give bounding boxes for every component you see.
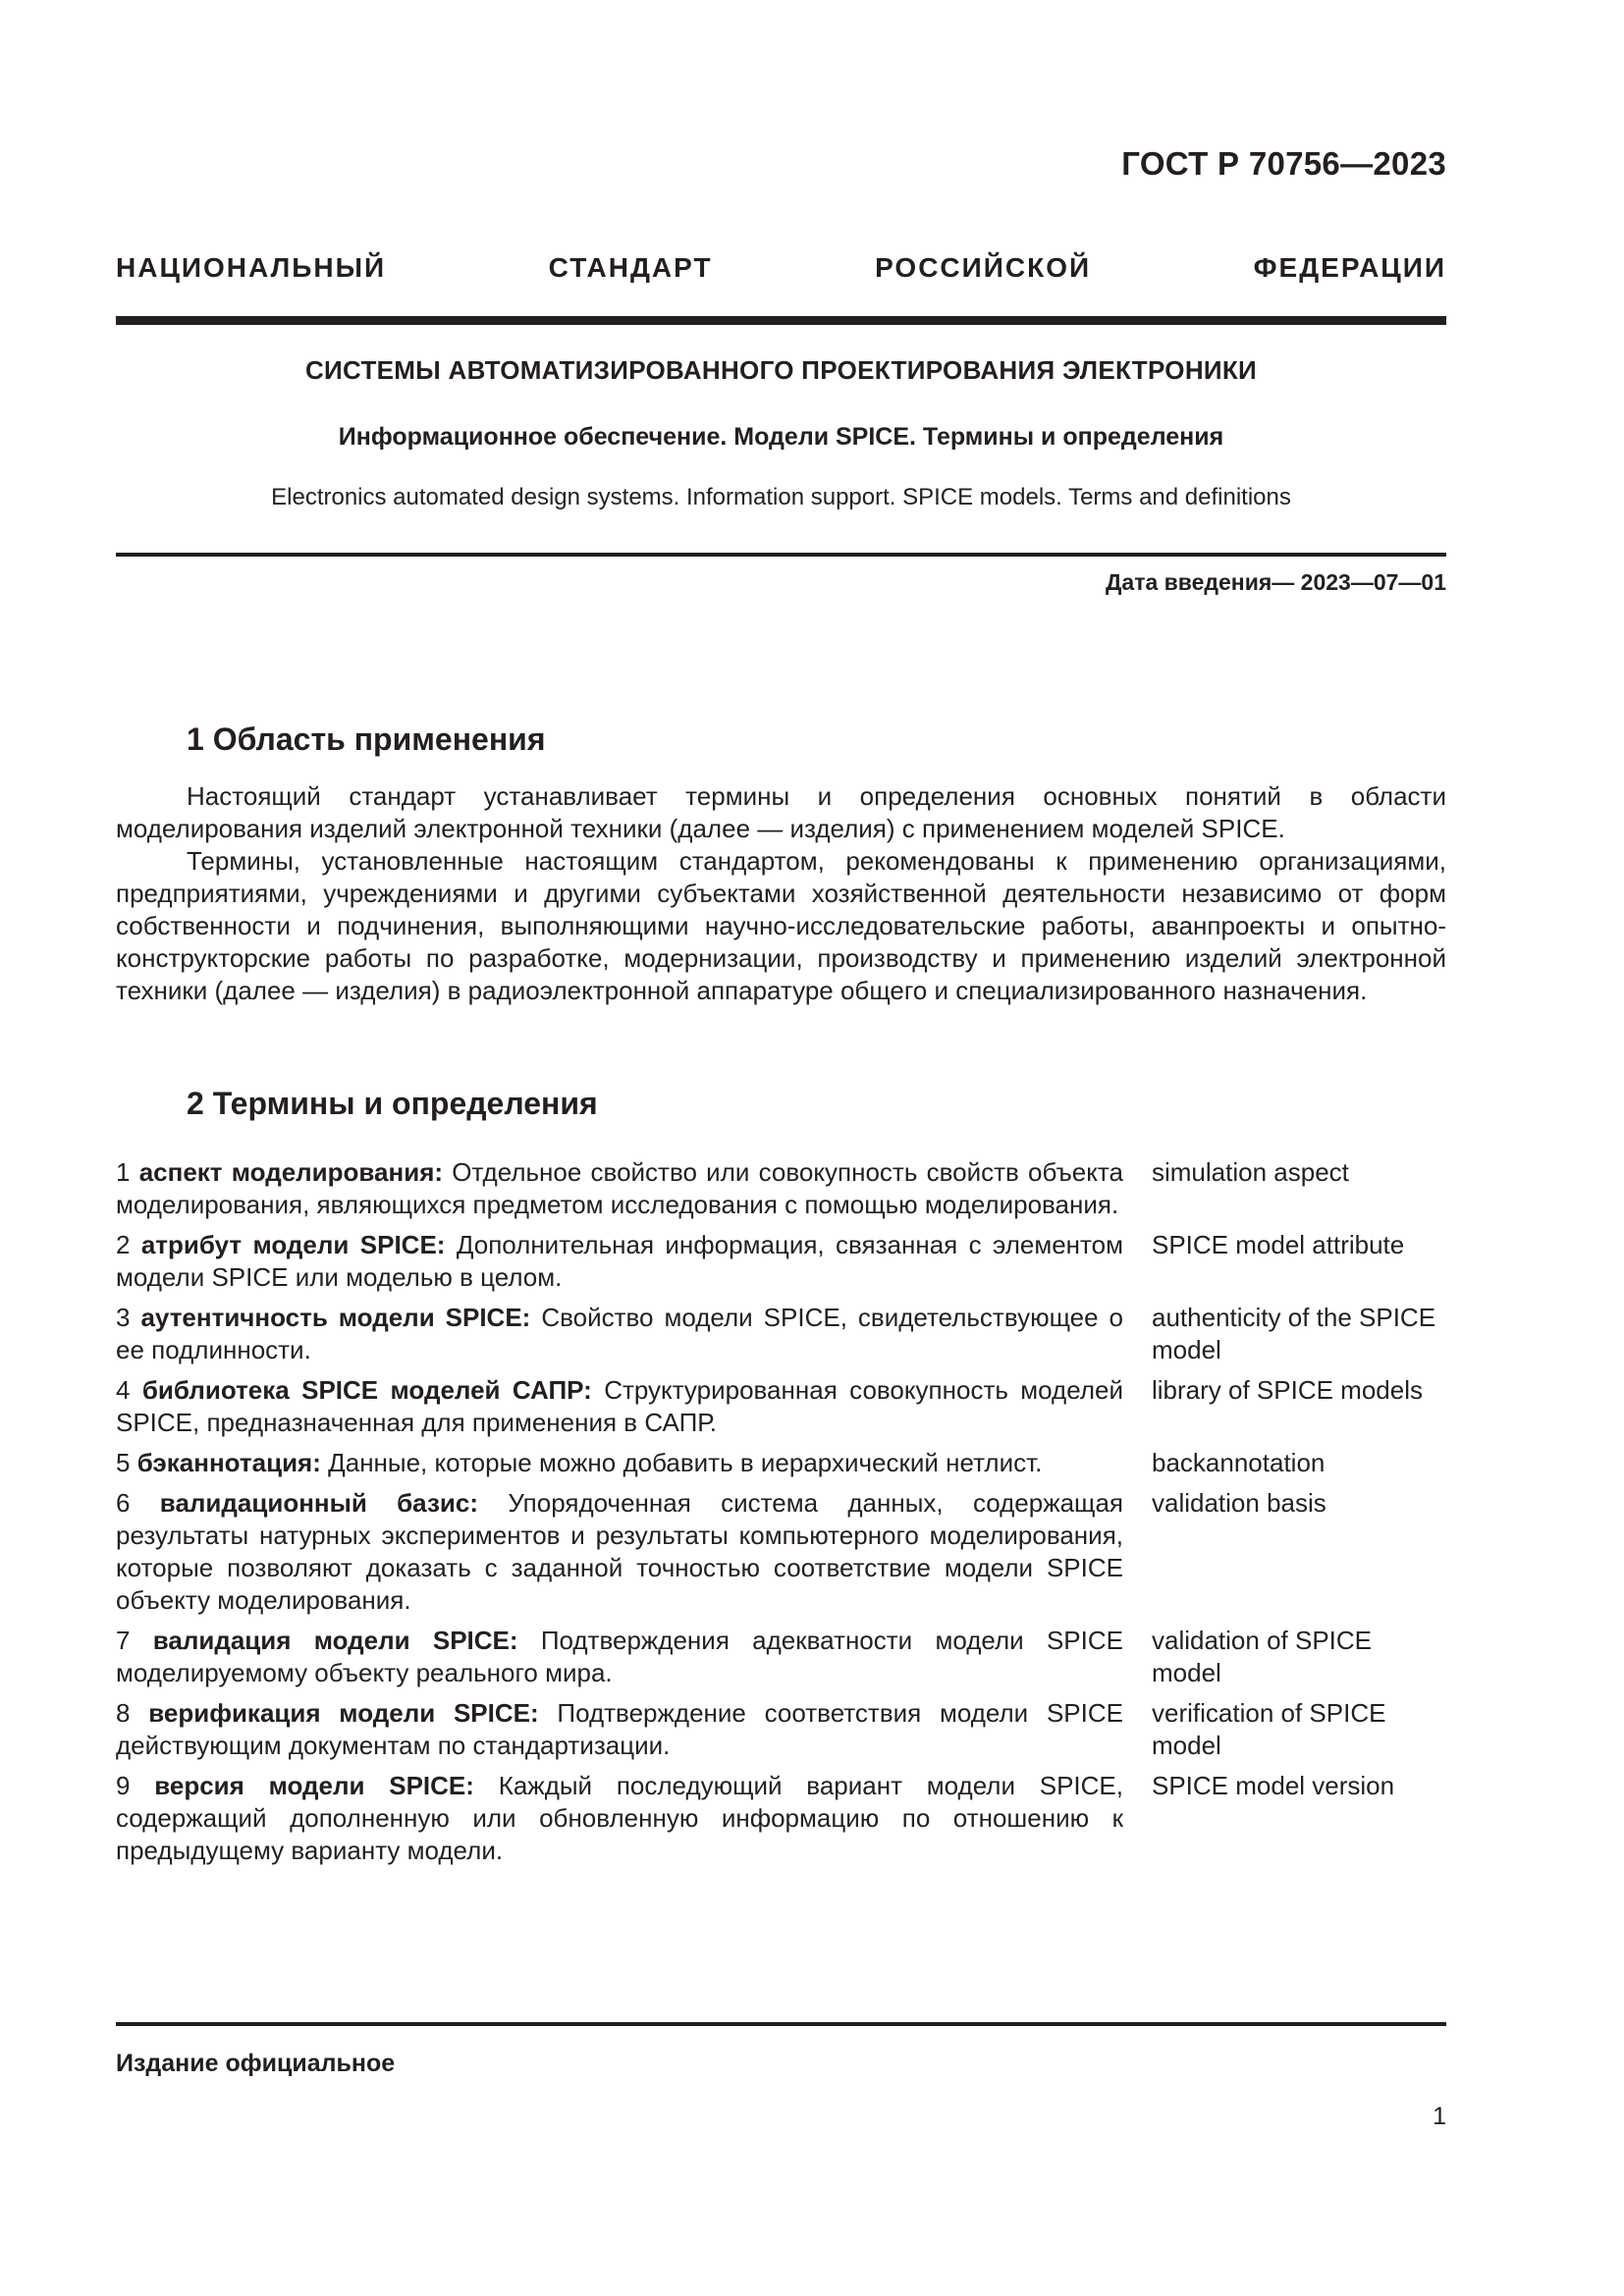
term-definition	[116, 1625, 1123, 1689]
term-definition	[116, 1487, 1123, 1617]
term-entry	[116, 1625, 1446, 1689]
term-name: валидация модели SPICE:	[152, 1626, 518, 1655]
document-number: ГОСТ Р 70756—2023	[1121, 145, 1446, 182]
footer-divider	[116, 2022, 1446, 2026]
term-text: Структурированная совокупность моделей SPICE, предназначенная для применения в САПР.	[116, 1375, 1123, 1437]
page-number: 1	[1433, 2103, 1446, 2130]
title-divider	[116, 553, 1446, 557]
term-english: authenticity of the SPICE model	[1152, 1303, 1436, 1364]
document-subtitle: Информационное обеспечение. Модели SPICE. Термины и определения	[338, 423, 1224, 451]
term-entry	[116, 1302, 1446, 1366]
term-name: верификация модели SPICE:	[148, 1698, 539, 1728]
header-divider	[116, 316, 1446, 325]
national-standard-label: НАЦИОНАЛЬНЫЙ СТАНДАРТ РОССИЙСКОЙ ФЕДЕРАЦИИ	[116, 252, 1446, 283]
term-number: 7	[116, 1626, 131, 1655]
term-number: 5	[116, 1448, 131, 1477]
term-definition	[116, 1770, 1123, 1867]
terms-list	[116, 1156, 1446, 1875]
term-number: 4	[116, 1375, 131, 1405]
term-definition	[116, 1447, 1123, 1479]
term-number: 9	[116, 1771, 131, 1800]
term-english: SPICE model version	[1152, 1771, 1395, 1800]
term-english: library of SPICE models	[1152, 1375, 1423, 1405]
official-edition-label: Издание официальное	[116, 2050, 396, 2077]
scope-body	[116, 780, 1446, 1007]
term-name: атрибут модели SPICE:	[140, 1230, 446, 1259]
term-definition	[116, 1156, 1123, 1221]
term-name: аспект моделирования:	[138, 1157, 444, 1187]
term-english: SPICE model attribute	[1152, 1230, 1405, 1259]
term-number: 1	[116, 1157, 131, 1187]
section-heading-terms: 2 Термины и определения	[187, 1086, 598, 1121]
term-text: Упорядоченная система данных, содержащая результаты натурных экспериментов и результаты компьютерного моделирования, которые позволяют доказать с заданной точностью соответствие модели SPICE объекту моделирования.	[116, 1488, 1123, 1615]
term-definition	[116, 1697, 1123, 1762]
term-english: simulation aspect	[1152, 1157, 1349, 1187]
document-title: СИСТЕМЫ АВТОМАТИЗИРОВАННОГО ПРОЕКТИРОВАНИЯ ЭЛЕКТРОНИКИ	[304, 355, 1258, 385]
term-entry	[116, 1229, 1446, 1294]
term-entry	[116, 1697, 1446, 1762]
term-english: validation basis	[1152, 1488, 1326, 1518]
scope-paragraph: Термины, установленные настоящим стандартом, рекомендованы к применению организациями, предприятиями, учреждениями и другими субъектами хозяйственной деятельности независимо от форм собственности и подчинения, выполняющими научно-исследовательские работы, аванпроекты и опытно-конструкторские работы по разработке, модернизации, производству и применению изделий электронной техники (далее — изделия) в радиоэлектронной аппаратуре общего и специализированного назначения.	[116, 846, 1446, 1005]
term-entry	[116, 1770, 1446, 1867]
introduction-date: Дата введения— 2023—07—01	[1106, 569, 1446, 595]
term-number: 2	[116, 1230, 131, 1259]
term-text: Свойство модели SPICE, свидетельствующее о ее подлинности.	[116, 1303, 1124, 1364]
term-number: 8	[116, 1698, 131, 1728]
term-text: Подтверждения адекватности модели SPICE моделируемому объекту реального мира.	[116, 1626, 1123, 1687]
term-english: verification of SPICE model	[1152, 1698, 1386, 1760]
term-definition	[116, 1229, 1123, 1294]
term-name: валидационный базис:	[159, 1488, 478, 1518]
term-definition	[116, 1374, 1123, 1439]
term-entry	[116, 1447, 1446, 1479]
term-english: backannotation	[1152, 1448, 1326, 1477]
term-number: 6	[116, 1488, 131, 1518]
term-entry	[116, 1374, 1446, 1439]
document-title-english: Electronics automated design systems. Information support. SPICE models. Terms and definitions	[271, 484, 1291, 510]
term-number: 3	[116, 1303, 131, 1332]
term-entry	[116, 1156, 1446, 1221]
section-heading-scope: 1 Область применения	[187, 721, 546, 757]
term-name: версия модели SPICE:	[154, 1771, 474, 1800]
term-definition	[116, 1302, 1123, 1366]
term-text: Данные, которые можно добавить в иерархический нетлист.	[328, 1448, 1043, 1477]
term-entry	[116, 1487, 1446, 1617]
term-name: библиотека SPICE моделей САПР:	[141, 1375, 592, 1405]
term-text: Отдельное свойство или совокупность свойств объекта моделирования, являющихся предметом исследования с помощью моделирования.	[116, 1157, 1123, 1219]
term-text: Подтверждение соответствия модели SPICE действующим документам по стандартизации.	[116, 1698, 1123, 1760]
scope-paragraph: Настоящий стандарт устанавливает термины и определения основных понятий в области моделирования изделий электронной техники (далее — изделия) с применением моделей SPICE.	[116, 781, 1446, 843]
term-english: validation of SPICE model	[1152, 1626, 1373, 1687]
term-text: Дополнительная информация, связанная с элементом модели SPICE или моделью в целом.	[116, 1230, 1123, 1292]
term-name: бэканнотация:	[136, 1448, 321, 1477]
term-name: аутентичность модели SPICE:	[140, 1303, 531, 1332]
term-text: Каждый последующий вариант модели SPICE, содержащий дополненную или обновленную информацию по отношению к предыдущему варианту модели.	[116, 1771, 1123, 1865]
